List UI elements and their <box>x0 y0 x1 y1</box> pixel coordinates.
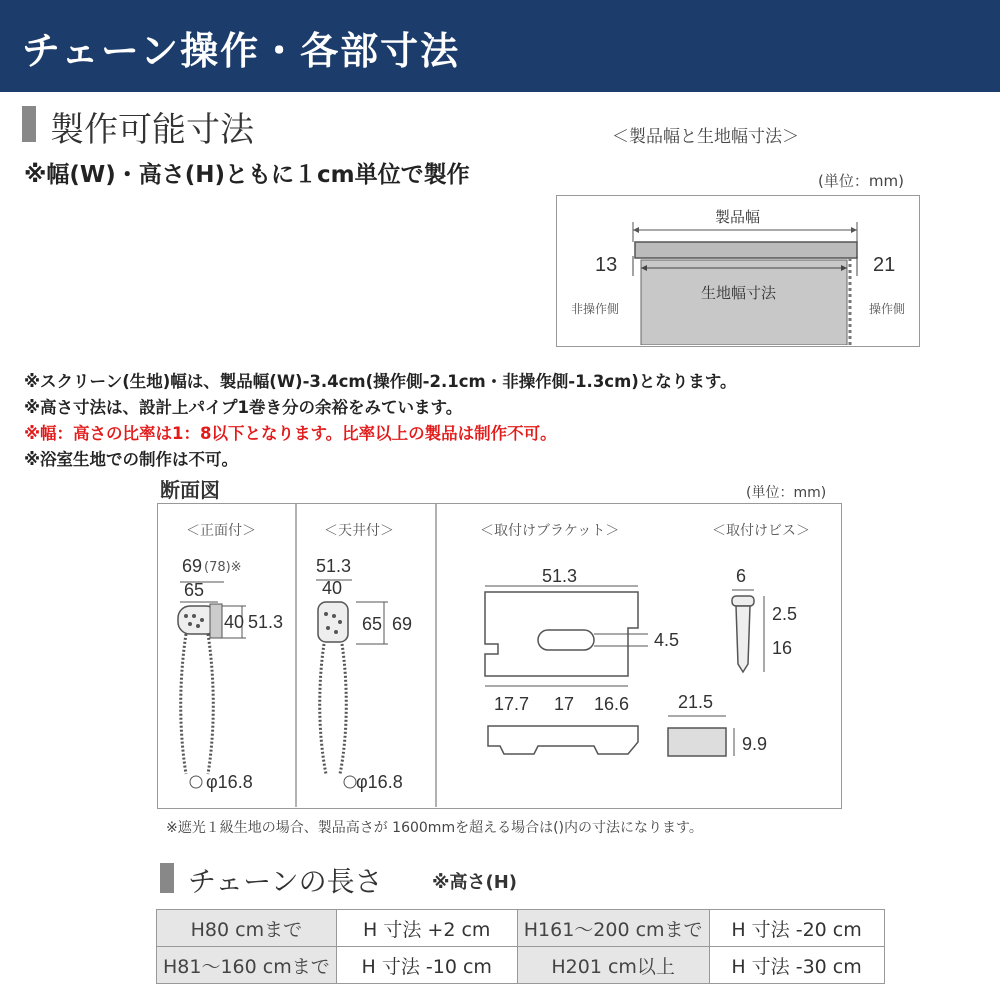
bracket-width: 51.3 <box>542 566 578 586</box>
ceiling-mount-label: ＜天井付＞ <box>324 523 394 539</box>
screw-head-height: 2.5 <box>772 604 798 624</box>
table-cell: H80 cmまで <box>157 910 337 947</box>
table-cell: H 寸法 -10 cm <box>336 947 517 984</box>
screw-head: 6 <box>736 566 747 586</box>
cross-section-panel <box>157 503 842 809</box>
cross-section-drawing <box>158 504 840 807</box>
screw-label: ＜取付けビス＞ <box>712 523 810 539</box>
bracket-dim-b: 17 <box>554 694 575 714</box>
table-cell: H 寸法 -30 cm <box>709 947 884 984</box>
front-dim-513: 51.3 <box>248 612 284 632</box>
note-3: ※幅：高さの比率は1：8以下となります。比率以上の製品は制作不可。 <box>24 424 557 443</box>
table-cell: H 寸法 -20 cm <box>709 910 884 947</box>
section-title-cross: 断面図 <box>160 478 220 502</box>
clip-height: 9.9 <box>742 734 768 754</box>
fabric-width-label: 生地幅寸法 <box>701 284 777 302</box>
clip-width: 21.5 <box>678 692 714 712</box>
note-2: ※高さ寸法は、設計上パイプ1巻き分の余裕をみています。 <box>24 398 463 417</box>
section-title-sizes: 製作可能寸法 <box>50 110 254 150</box>
chain-title-note: ※高さ(H) <box>432 872 518 893</box>
ceiling-phi: φ16.8 <box>356 772 403 792</box>
front-dim-78: (78)※ <box>204 560 242 575</box>
ceiling-dim-40: 40 <box>322 578 343 598</box>
table-cell: H81～160 cmまで <box>157 947 337 984</box>
front-dim-65: 65 <box>184 580 205 600</box>
left-dim: 13 <box>595 254 618 276</box>
bracket-label: ＜取付けブラケット＞ <box>480 523 620 539</box>
header-bar <box>0 0 1000 92</box>
ceiling-dim-69: 69 <box>392 614 413 634</box>
table-row <box>157 910 885 947</box>
section-marker <box>160 863 174 893</box>
section-marker <box>22 106 36 142</box>
section-title-chain: チェーンの長さ <box>188 865 383 898</box>
cross-unit-label: (単位：mm) <box>746 485 827 501</box>
product-width-label: 製品幅 <box>715 208 761 226</box>
table-cell: H201 cm以上 <box>517 947 709 984</box>
right-dim: 21 <box>873 254 896 276</box>
operation-side: 操作側 <box>869 302 906 316</box>
non-operation-side: 非操作側 <box>571 302 620 316</box>
front-phi: φ16.8 <box>206 772 253 792</box>
table-cell: H 寸法 +2 cm <box>336 910 517 947</box>
bracket-hole: 4.5 <box>654 630 680 650</box>
front-dim-69: 69 <box>182 556 203 576</box>
front-dim-40: 40 <box>224 612 245 632</box>
screw-length: 16 <box>772 638 793 658</box>
cross-section-footnote: ※遮光１級生地の場合、製品高さが 1600mmを超える場合は()内の寸法になります。 <box>166 820 703 836</box>
chain-length-table <box>156 909 885 984</box>
ceiling-dim-513: 51.3 <box>316 556 352 576</box>
note-1: ※スクリーン(生地)幅は、製品幅(W)-3.4cm(操作側-2.1cm・非操作側-1.3cm)となります。 <box>24 372 737 391</box>
front-mount-label: ＜正面付＞ <box>186 523 256 539</box>
width-diagram <box>556 195 920 347</box>
unit-label: (単位：mm) <box>818 172 904 190</box>
page-title: チェーン操作・各部寸法 <box>22 29 461 73</box>
bracket-dim-c: 16.6 <box>594 694 630 714</box>
bracket-dim-a: 17.7 <box>494 694 530 714</box>
diagram-caption: ＜製品幅と生地幅寸法＞ <box>612 127 799 147</box>
section-subtitle: ※幅(W)・高さ(H)ともに１cm単位で製作 <box>24 162 470 188</box>
ceiling-dim-65: 65 <box>362 614 383 634</box>
table-cell: H161～200 cmまで <box>517 910 709 947</box>
table-row <box>157 947 885 984</box>
note-4: ※浴室生地での制作は不可。 <box>24 450 239 469</box>
